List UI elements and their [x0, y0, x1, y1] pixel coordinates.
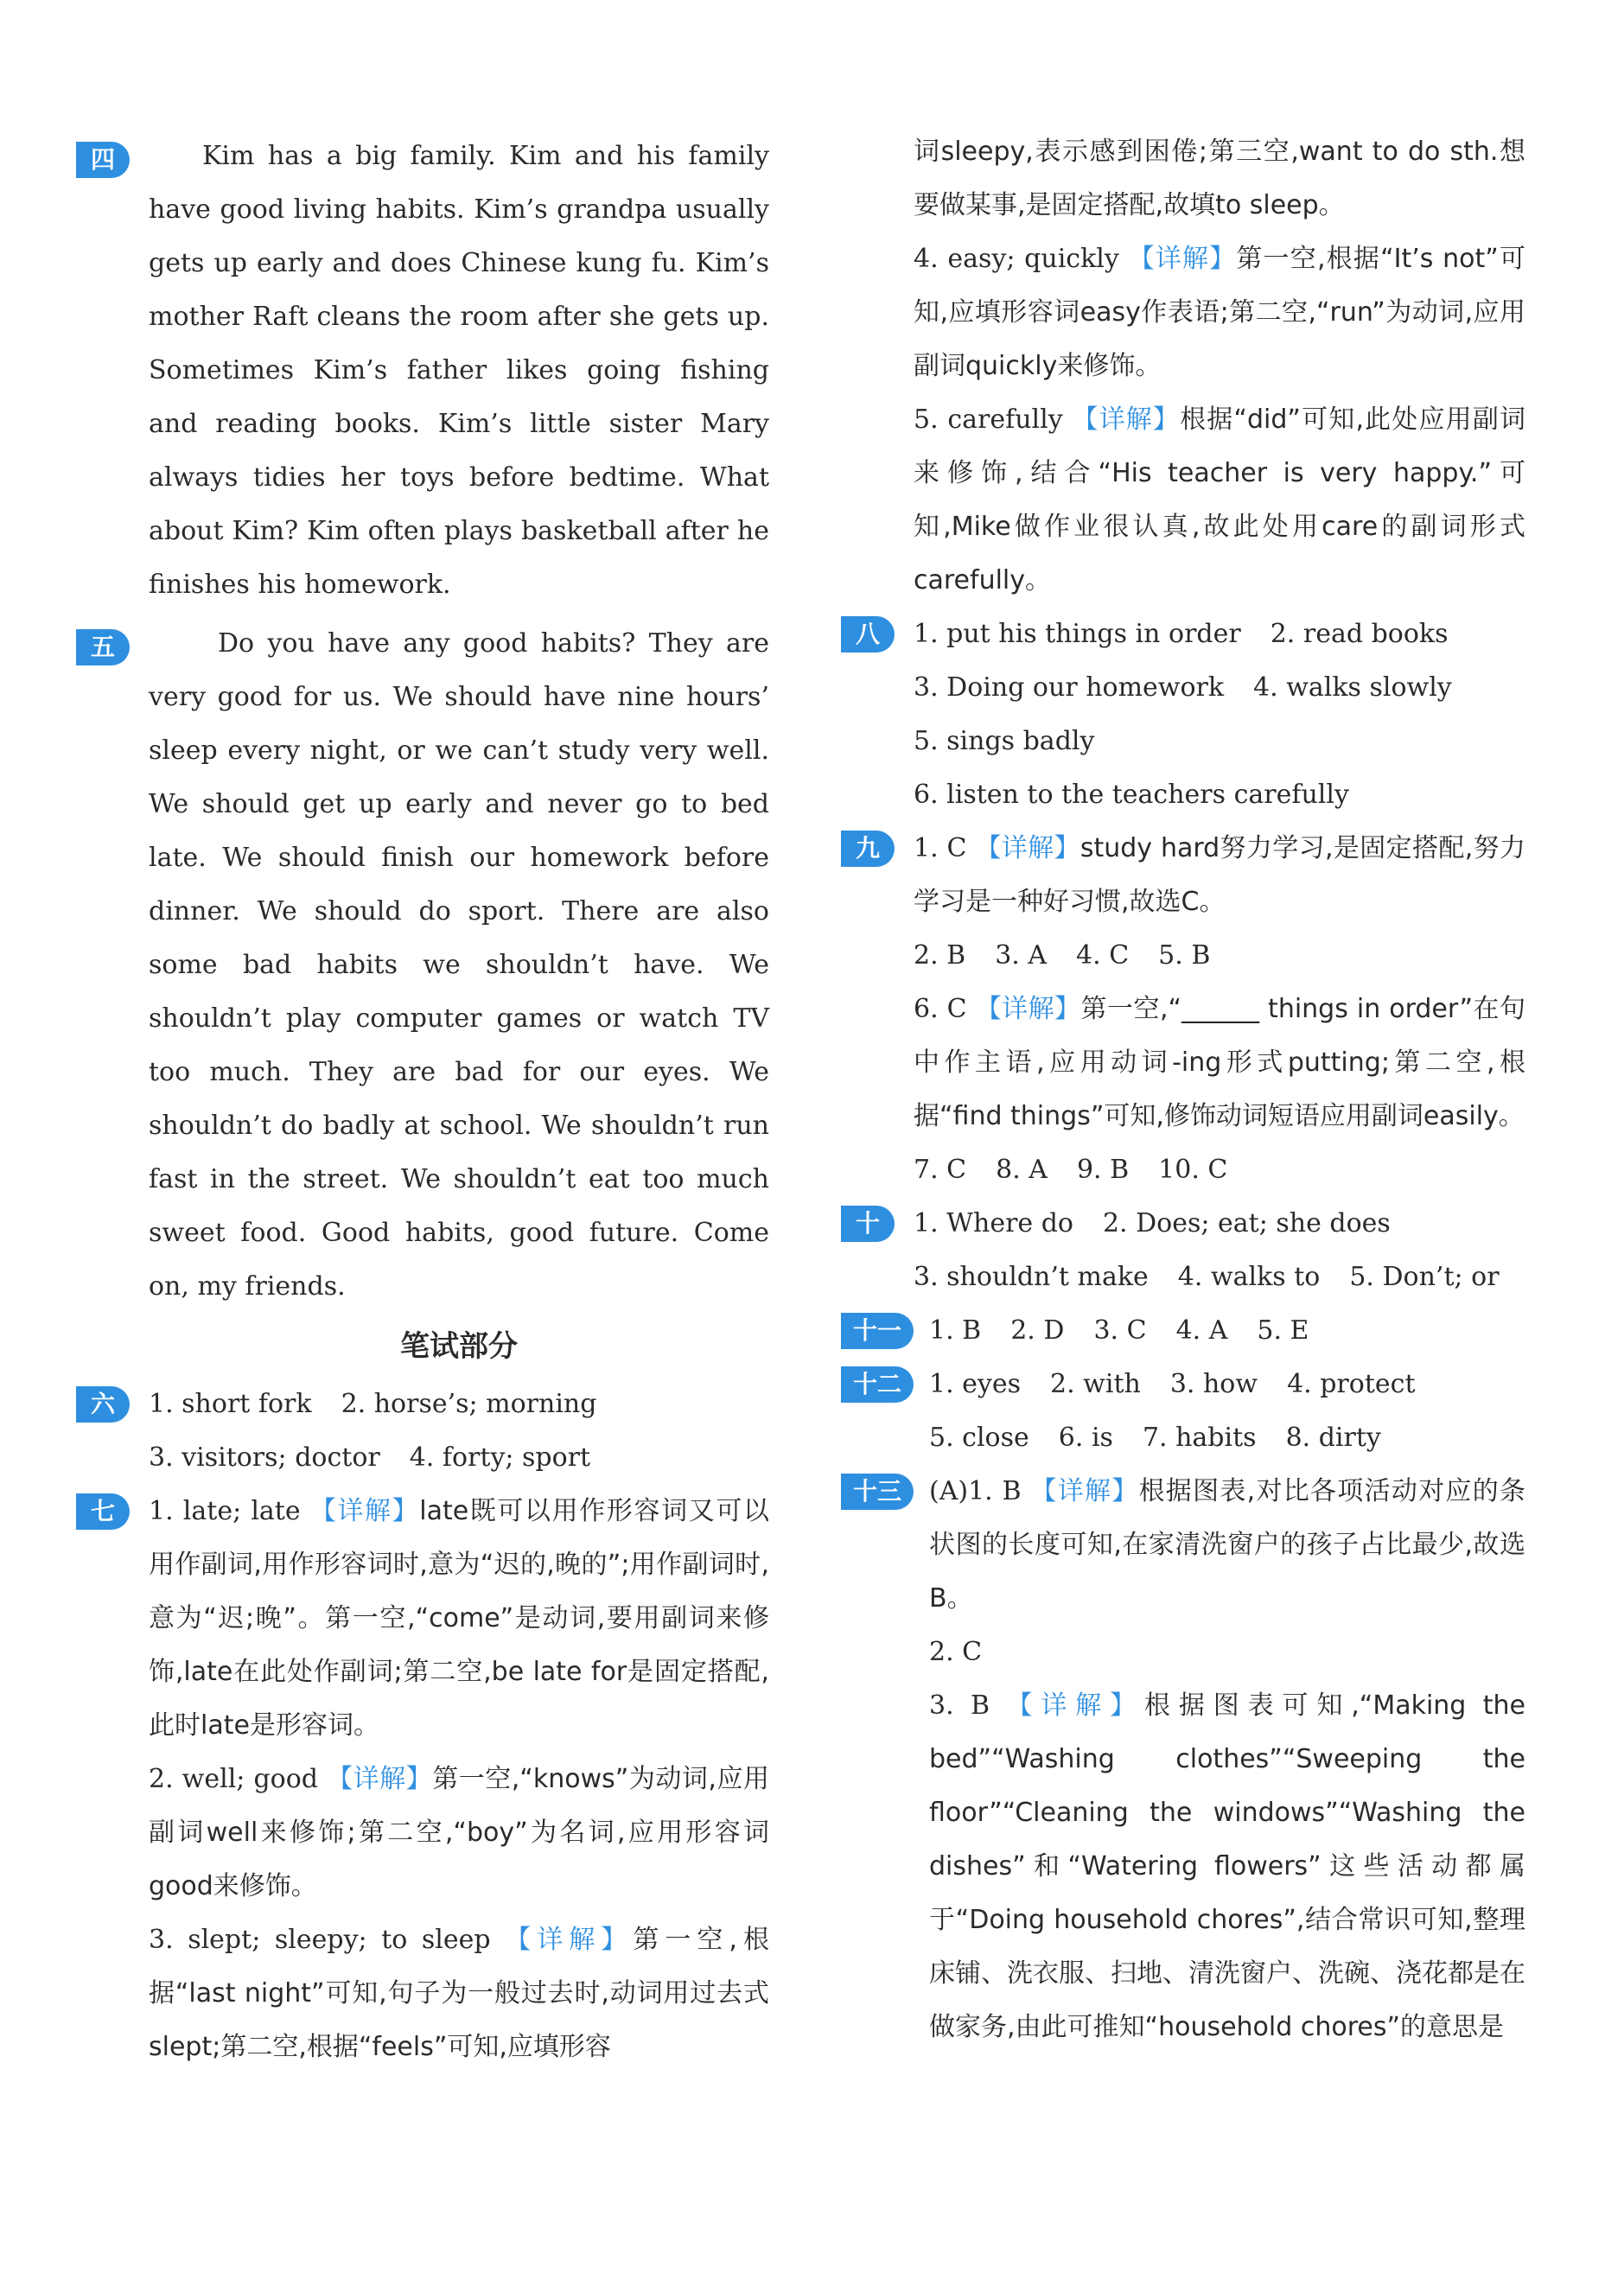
section-badge: 八: [841, 616, 895, 653]
answer: 4. protect: [1287, 1369, 1416, 1399]
explanation-text: 根据图表,对比各项活动对应的条状图的长度可知,在家清洗窗户的孩子占比最少,故选B。: [929, 1476, 1525, 1614]
section-11: [843, 1304, 1525, 1358]
explanation: [149, 1753, 769, 1913]
answer: 1. eyes: [929, 1369, 1022, 1399]
section-13: [843, 1465, 1525, 2054]
answer: 3. Doing our homework: [914, 672, 1225, 703]
answer: 1. short fork: [149, 1389, 312, 1419]
passage-text: Do you have any good habits? They are very good for us. We should have nine hours’ sleep every night, or we can’t study very well. We should get up early and never go to bed late. We should finish our homework before dinner. We should do sport. There are also some bad habits we shouldn’t have. We shouldn’t play computer games or watch TV too much. They are bad for our eyes. We shouldn’t do badly at school. We shouldn’t run fast in the street. We shouldn’t eat too much sweet food. Good habits, good future. Come on, my friends.: [149, 628, 769, 1302]
explanation: [149, 1485, 769, 1753]
explanation-text: 根据图表可知,“Making the bed”“Washing clothes”“Sweeping the floor”“Cleaning the windows”“Washing the dishes”和“Watering flowers”这些活动都属于“Doing household chores”,结合常识可知,整理床铺、洗衣服、扫地、清洗窗户、洗碗、浇花都是在做家务,由此可推知“household chores”的意思是: [929, 1690, 1525, 2042]
section-badge: 十三: [841, 1474, 914, 1510]
answer-row: [914, 1251, 1525, 1304]
detail-tag: 【详解】: [975, 994, 1081, 1024]
explanation: [914, 983, 1525, 1143]
answer: 5. carefully: [914, 404, 1063, 435]
answer: 6. C: [914, 994, 967, 1024]
explanation: [914, 393, 1525, 608]
explanation-text: 第一空,根据“It’s not”可知,应填形容词easy作表语;第二空,“run”为动词,应用副词quickly来修饰。: [914, 244, 1525, 381]
section-6: [78, 1378, 769, 1485]
explanation-continued: 词sleepy,表示感到困倦;第三空,want to do sth.想要做某事,是固定搭配,故填to sleep。: [914, 137, 1525, 220]
section-5: [78, 617, 769, 1314]
answer: 1. C: [914, 833, 967, 863]
explanation: [929, 1679, 1525, 2054]
answer: 7. C: [914, 1155, 967, 1185]
answer: 8. dirty: [1285, 1423, 1381, 1453]
answer: 7. habits: [1142, 1423, 1257, 1453]
detail-tag: 【详解】: [1128, 244, 1237, 274]
answer: 4. A: [1175, 1315, 1228, 1346]
explanation-text: late既可以用作形容词又可以用作副词,用作形容词时,意为“迟的,晚的”;用作副词时,意为“迟;晚”。第一空,“come”是动词,要用副词来修饰,late在此处作副词;第二空,be late for是固定搭配,此时late是形容词。: [149, 1496, 769, 1741]
answer: 8. A: [996, 1155, 1048, 1185]
left-column: [78, 130, 769, 2074]
section-7: [78, 1485, 769, 2074]
answer: 2. with: [1050, 1369, 1141, 1399]
answer: 5. B: [1158, 940, 1211, 971]
answer: 2. C: [929, 1637, 983, 1667]
answer: 9. B: [1076, 1155, 1130, 1185]
answer-row: [914, 929, 1525, 983]
explanation: [149, 1913, 769, 2074]
answer: 5. close: [929, 1423, 1029, 1453]
answer-row: [914, 1143, 1525, 1197]
section-8: [843, 608, 1525, 822]
answer: 4. C: [1076, 940, 1130, 971]
explanation-text: 第一空,根据“last night”可知,句子为一般过去时,动词用过去式slept;第二空,根据“feels”可知,应填形容: [149, 1925, 769, 2062]
section-title: 笔试部分: [400, 1329, 518, 1364]
detail-tag: 【详解】: [1006, 1690, 1144, 1721]
section-badge: 七: [76, 1493, 130, 1530]
section-badge: 九: [841, 831, 895, 867]
answer: 2. Does; eat; she does: [1102, 1208, 1391, 1238]
detail-tag: 【详解】: [1030, 1476, 1139, 1506]
explanation: [929, 1465, 1525, 1626]
answer: 2. read books: [1270, 619, 1449, 649]
section-badge: 十二: [841, 1366, 914, 1403]
passage-text: Kim has a big family. Kim and his family have good living habits. Kim’s grandpa usually gets up early and does Chinese kung fu. Kim’s mother Raft cleans the room after she gets up. Sometimes Kim’s father likes going fishing and reading books. Kim’s little sister Mary always tidies her toys before bedtime. What about Kim? Kim often plays basketball after he finishes his homework.: [149, 141, 769, 600]
detail-tag: 【详解】: [309, 1496, 420, 1526]
answer: 3. visitors; doctor: [149, 1442, 380, 1473]
detail-tag: 【详解】: [975, 833, 1080, 863]
answer: 1. Where do: [914, 1208, 1073, 1238]
answer: 2. well; good: [149, 1764, 319, 1794]
answer-row: [149, 1431, 769, 1485]
explanation-text: study hard努力学习,是固定搭配,努力学习是一种好习惯,故选C。: [914, 833, 1525, 917]
answer: 2. B: [914, 940, 966, 971]
detail-tag: 【详解】: [1072, 404, 1181, 435]
answer-row: [914, 1197, 1525, 1251]
listening-text: [78, 617, 769, 1314]
detail-tag: 【详解】: [505, 1925, 634, 1955]
answer: 4. walks slowly: [1253, 672, 1452, 703]
answer: 10. C: [1158, 1155, 1228, 1185]
answer: (A)1. B: [929, 1476, 1022, 1506]
section-badge: 十一: [841, 1313, 914, 1349]
answer-row: [929, 1411, 1525, 1465]
section-badge: 十: [841, 1206, 895, 1242]
section-10: [843, 1197, 1525, 1304]
answer-row: [929, 1304, 1525, 1358]
section-9: [843, 822, 1525, 1197]
answer-row: [929, 1358, 1525, 1411]
answer: 3. how: [1169, 1369, 1258, 1399]
answer: 3. A: [995, 940, 1048, 971]
answer: 3. shouldn’t make: [914, 1262, 1149, 1292]
section-12: [843, 1358, 1525, 1465]
answer: 3. slept; sleepy; to sleep: [149, 1925, 491, 1955]
answer: 2. D: [1010, 1315, 1065, 1346]
answer: 4. forty; sport: [409, 1442, 591, 1473]
explanation: [914, 822, 1525, 929]
explanation-text: 根据“did”可知,此处应用副词来修饰,结合“His teacher is very happy.”可知,Mike做作业很认真,故此处用care的副词形式carefully。: [914, 404, 1526, 595]
answer: 1. put his things in order: [914, 619, 1241, 649]
section-badge: 五: [76, 629, 130, 665]
section-4: [78, 130, 769, 612]
answer: 4. easy; quickly: [914, 244, 1119, 274]
answer: 1. B: [929, 1315, 982, 1346]
answer: 5. E: [1257, 1315, 1309, 1346]
explanation-text: 第一空,“______ things in order”在句中作主语,应用动词-ing形式putting;第二空,根据“find things”可知,修饰动词短语应用副词easily。: [914, 994, 1525, 1131]
answer: 5. sings badly: [914, 726, 1095, 756]
answer-row: [914, 608, 1525, 661]
listening-text: [78, 130, 769, 612]
answer: 4. walks to: [1177, 1262, 1321, 1292]
section-badge: 四: [76, 142, 130, 178]
answer: 6. listen to the teachers carefully: [914, 780, 1349, 810]
section-badge: 六: [76, 1386, 130, 1423]
explanation-text: 第一空,“knows”为动词,应用副词well来修饰;第二空,“boy”为名词,应用形容词good来修饰。: [149, 1764, 769, 1901]
answer: 1. late; late: [149, 1496, 301, 1526]
right-column: [843, 125, 1525, 2054]
answer: 2. horse’s; morning: [341, 1389, 597, 1419]
answer-row: [914, 661, 1525, 715]
answer: 3. C: [1093, 1315, 1147, 1346]
answer: 5. Don’t; or: [1349, 1262, 1500, 1292]
answer: 6. is: [1058, 1423, 1113, 1453]
answer: 3. B: [929, 1690, 990, 1721]
answer-row: [149, 1378, 769, 1431]
detail-tag: 【详解】: [327, 1764, 433, 1794]
explanation: [914, 232, 1525, 393]
